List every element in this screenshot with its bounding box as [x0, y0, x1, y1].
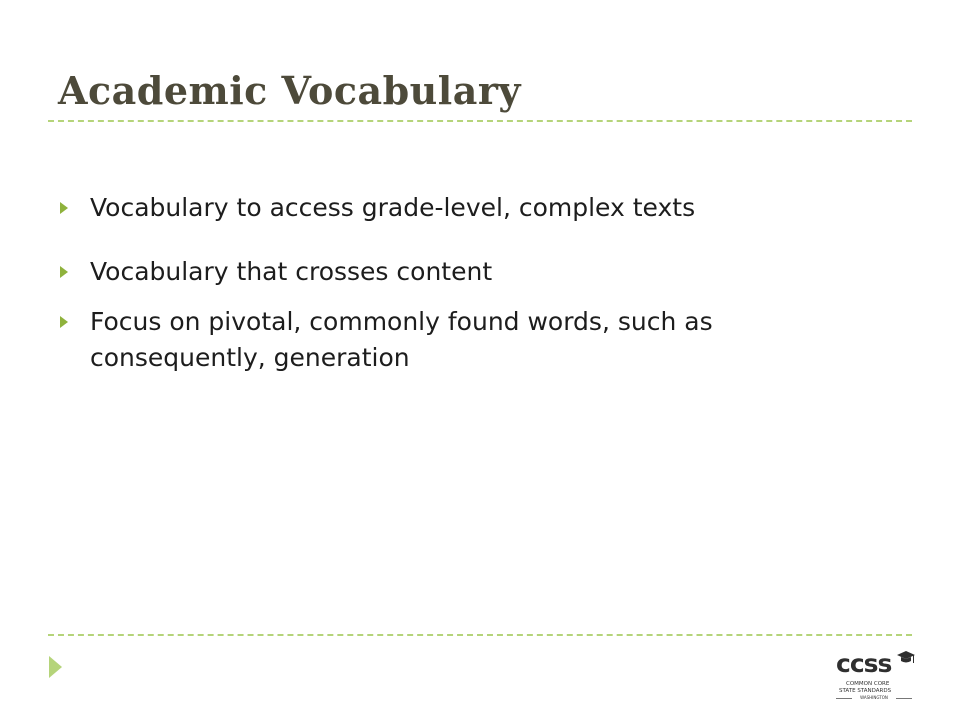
graduation-cap-icon	[896, 648, 916, 668]
logo-line-common-core: COMMON CORE	[846, 681, 890, 687]
bullet-arrow-icon	[60, 202, 68, 214]
logo-wordmark: ccss	[836, 649, 892, 678]
slide-title: Academic Vocabulary	[58, 68, 521, 113]
bullet-list	[56, 190, 886, 376]
ccss-logo	[836, 648, 918, 708]
bullet-item	[56, 304, 886, 376]
bullet-text: Vocabulary that crosses content	[90, 257, 493, 286]
bullet-text: Focus on pivotal, commonly found words, such as consequently, generation	[90, 307, 713, 372]
corner-arrow-icon	[49, 656, 62, 678]
logo-rule	[896, 698, 912, 699]
logo-line-state-standards: STATE STANDARDS	[839, 688, 892, 694]
bottom-divider	[48, 634, 912, 636]
top-divider	[48, 120, 912, 122]
logo-line-washington: WASHINGTON	[860, 695, 888, 700]
bullet-text: Vocabulary to access grade-level, complex texts	[90, 193, 696, 222]
bullet-arrow-icon	[60, 316, 68, 328]
bullet-item	[56, 190, 886, 226]
bullet-arrow-icon	[60, 266, 68, 278]
bullet-item	[56, 254, 886, 290]
